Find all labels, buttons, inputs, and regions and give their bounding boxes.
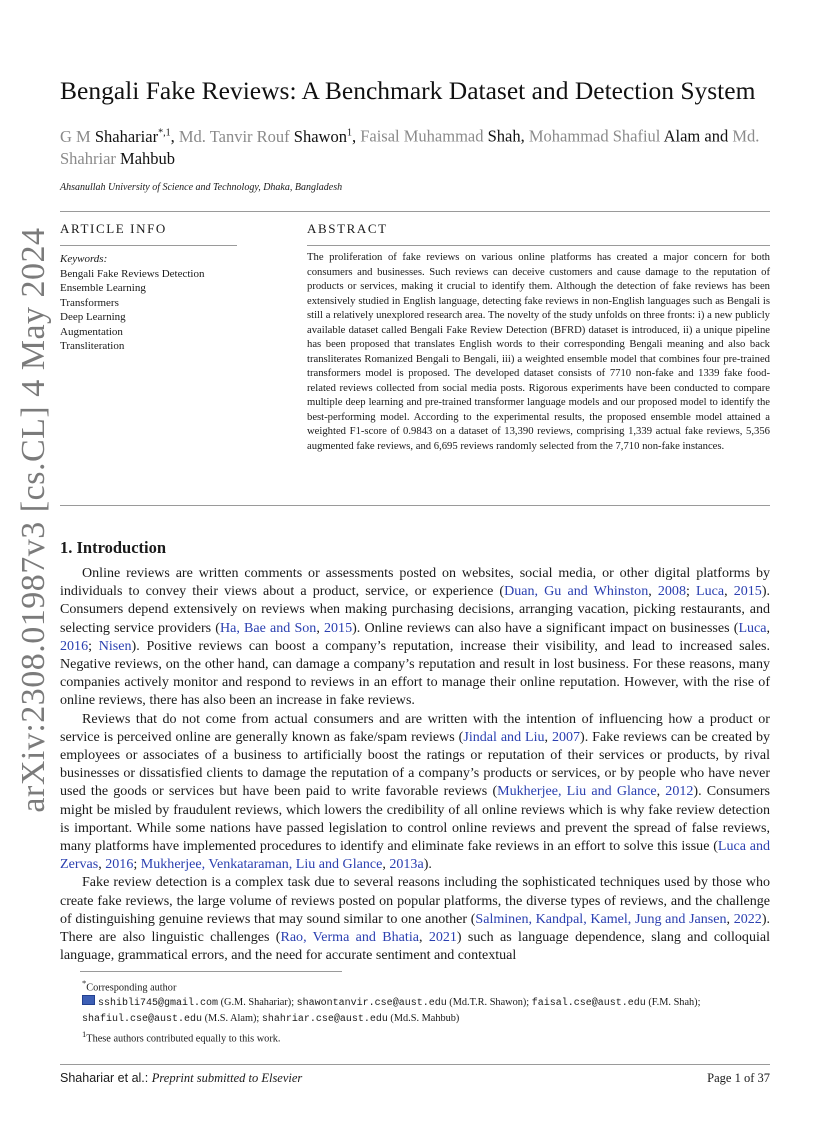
citation-link[interactable]: 2021 [428,929,457,946]
citation-link[interactable]: Luca [738,619,767,636]
author-family-name: Shah [487,126,521,146]
footer-venue: Preprint submitted to Elsevier [151,1071,303,1085]
citation-link[interactable]: Jindal and Liu [463,728,545,745]
email-owner: (G.M. Shahariar); [218,997,297,1009]
author-family-name: Shawon [293,126,347,146]
citation-link[interactable]: Mukherjee, Liu and Glance [497,783,657,800]
citation-link[interactable]: 2008 [657,583,686,600]
email-owner: (M.S. Alam); [202,1013,262,1025]
author-given-name: G M [60,126,95,146]
citation-link[interactable]: Ha, Bae and Son [219,619,317,636]
citation-link[interactable]: 2013a [389,856,424,873]
citation-link[interactable]: 2022 [733,910,762,927]
author [360,127,525,146]
email-owner: (F.M. Shah); [645,997,701,1009]
abstract-text: The proliferation of fake reviews on various online platforms has created a major concern for both consumers and businesses. Such reviews can deceive customers and cause damage to the reputation of products or services, making it crucial to identify them. Although the detection of fake reviews has been extensively studied in English language, detecting fake reviews in non-English languages such as Bengali is still a relatively unexplored research area. The novelty of the study unfolds on three fronts: i) a new publicly available dataset called Bengali Fake Review Detection (BFRD) dataset is introduced, ii) a unique pipeline has been proposed that translates English words to their corresponding Bengali meaning and also back transliterates Romanized Bengali to Bengali, iii) a weighted ensemble model that combines four pre-trained transformers model is proposed. The developed dataset consists of 7710 non-fake and 1339 fake food-related reviews collected from social media posts. Rigorous experiments have been conducted to compare multiple deep learning and pre-trained transformer language models and our proposed model to identify the best-performing model. According to the experimental results, the proposed ensemble model attained a weighted F1-score of 0.9843 on a dataset of 13,390 reviews, comprising 1,339 actual fake reviews, 5,356 augmented fake reviews, and 6,695 reviews randomly selected from the 7,710 non-fake instances. [307,252,770,452]
keyword-item: Deep Learning [60,311,126,323]
citation-link[interactable]: Mukherjee, Venkataraman, Liu and Glance [140,856,383,873]
keyword-item: Transliteration [60,340,125,352]
keyword-item: Transformers [60,296,119,309]
author-separator: , [170,126,175,146]
paragraph: Reviews that do not come from actual consumers and are written with the intention of influencing how a product or service is perceived online are generally known as fake/spam reviews (Jindal and Liu, 2007). Fake reviews can be created by employees or associates of a business to artificially boost the ratings or reputation of their services or products, by rival businesses or dissatisfied clients to damage the reputation of a company’s products or services, or by people who have never used the goods or services but have been paid to write favorable reviews (Mukherjee, Liu and Glance, 2012). Consumers might be misled by fraudulent reviews, which lowers the credibility of all online reviews which is why fake review detection is important. While some nations have passed legislation to control online reviews and prevent the spread of false reviews, many platforms have implemented procedures to identify and eliminate fake reviews in an effort to solve this issue (Luca and Zervas, 2016; Mukherjee, Venkataraman, Liu and Glance, 2013a). [60,710,770,873]
author [60,127,175,146]
citation-link[interactable]: Duan, Gu and Whinston [504,583,649,600]
section-heading-introduction: 1. Introduction [60,538,167,557]
email-owner: (Md.S. Mahbub) [387,1013,460,1025]
citation-link[interactable]: 2015 [733,583,762,600]
citation-link[interactable]: Luca [696,583,725,600]
email-address[interactable]: shawontanvir.cse@aust.edu [296,998,447,1010]
author-marks: *,1 [158,127,171,138]
author-separator: , [351,126,357,146]
keywords-list [60,267,260,354]
article-info-rule [60,245,237,246]
author-family-name: Alam [663,126,701,146]
author [179,127,356,146]
keyword-item: Ensemble Learning [60,282,146,294]
citation-link[interactable]: 2016 [105,856,134,873]
footer-rule [60,1064,770,1065]
citation-link[interactable]: 2015 [324,619,353,636]
footnotes [60,976,770,1047]
paper-title: Bengali Fake Reviews: A Benchmark Dataset and Detection System [60,76,756,105]
paragraph: Fake review detection is a complex task due to several reasons including the sophisticated techniques used by those who create fake reviews, the large volume of reviews posted on popular platforms, the diverse types of reviews, and the challenge of distinguishing genuine reviews that may sound similar to one another (Salminen, Kandpal, Kamel, Jung and Jansen, 2022). There are also linguistic challenges (Rao, Verma and Bhatia, 2021) such as language dependence, slang and colloquial language, grammatical errors, and the need for accurate sentiment and contextual [60,874,771,964]
email-address[interactable]: sshibli745@gmail.com [98,998,219,1010]
author-separator: and [700,126,729,146]
keyword-item: Augmentation [60,325,123,338]
paragraph: Online reviews are written comments or assessments posted on websites, social media, or other digital platforms by individuals to convey their views about a product, service, or experience (Duan, Gu and Whinston, 2008; Luca, 2015). Consumers depend extensively on reviews when making purchasing decisions, arranging vacation, picking restaurants, and selecting service providers (Ha, Bae and Son, 2015). Online reviews can also have a significant impact on businesses (Luca, 2016; Nisen). Positive reviews can boost a company’s reputation, increase their visibility, and lead to increased sales. Negative reviews, on the other hand, can damage a company’s reputation and result in lost business. For these reasons, many companies actively monitor and respond to reviews in an effort to manage their online reputation. However, with the rise of online reviews, there has also been an increase in fake reviews. [60,565,771,709]
citation-link[interactable]: 2016 [60,637,89,654]
email-address[interactable]: faisal.cse@aust.edu [531,998,646,1010]
envelope-icon [82,995,95,1005]
abstract-rule [307,245,770,246]
keywords-label: Keywords: [60,253,108,265]
article-info-heading: ARTICLE INFO [60,221,167,236]
author-given-name: Mohammad Shafiul [528,126,664,146]
top-rule [60,211,770,212]
footnote-emails [60,995,770,1027]
author-separator: , [520,126,525,146]
author [529,127,728,146]
citation-link[interactable]: Salminen, Kandpal, Kamel, Jung and Jansen [475,910,727,927]
abstract-bottom-rule [60,505,770,506]
author-given-name: Md. Tanvir Rouf [178,126,294,146]
page-number: Page 1 of 37 [707,1071,770,1085]
email-address[interactable]: shahriar.cse@aust.edu [261,1014,388,1026]
author-family-name: Mahbub [120,148,176,168]
arxiv-stamp: arXiv:2308.01987v3 [cs.CL] 4 May 2024 [15,227,52,813]
keywords-block [60,252,260,354]
email-owner: (Md.T.R. Shawon); [446,997,532,1009]
author-marks: 1 [346,127,352,138]
abstract-heading: ABSTRACT [307,221,388,236]
author-given-name: Md. Shahriar [60,126,760,168]
author-family-name: Shahariar [94,126,159,146]
citation-link[interactable]: Rao, Verma and Bhatia [280,929,419,946]
citation-link[interactable]: Luca and Zervas [60,838,770,873]
author-given-name: Faisal Muhammad [360,126,488,146]
footnote-equal: $^1$These authors contributed equally to this work. [82,1029,281,1045]
citation-link[interactable]: Nisen [98,637,132,654]
footnote-corresponding: *Corresponding author [82,978,177,994]
footnote-rule [80,971,342,972]
citation-link[interactable]: 2007 [551,728,581,745]
citation-link[interactable]: 2012 [665,783,694,800]
author-list [60,122,760,170]
footer-author: Shahariar et al.: [60,1071,149,1085]
keyword-item: Bengali Fake Reviews Detection [60,267,205,280]
affiliation: Ahsanullah University of Science and Technology, Dhaka, Bangladesh [60,182,343,193]
introduction-body [60,564,770,964]
footer-left [60,1071,302,1086]
email-address[interactable]: shafiul.cse@aust.edu [82,1014,203,1026]
